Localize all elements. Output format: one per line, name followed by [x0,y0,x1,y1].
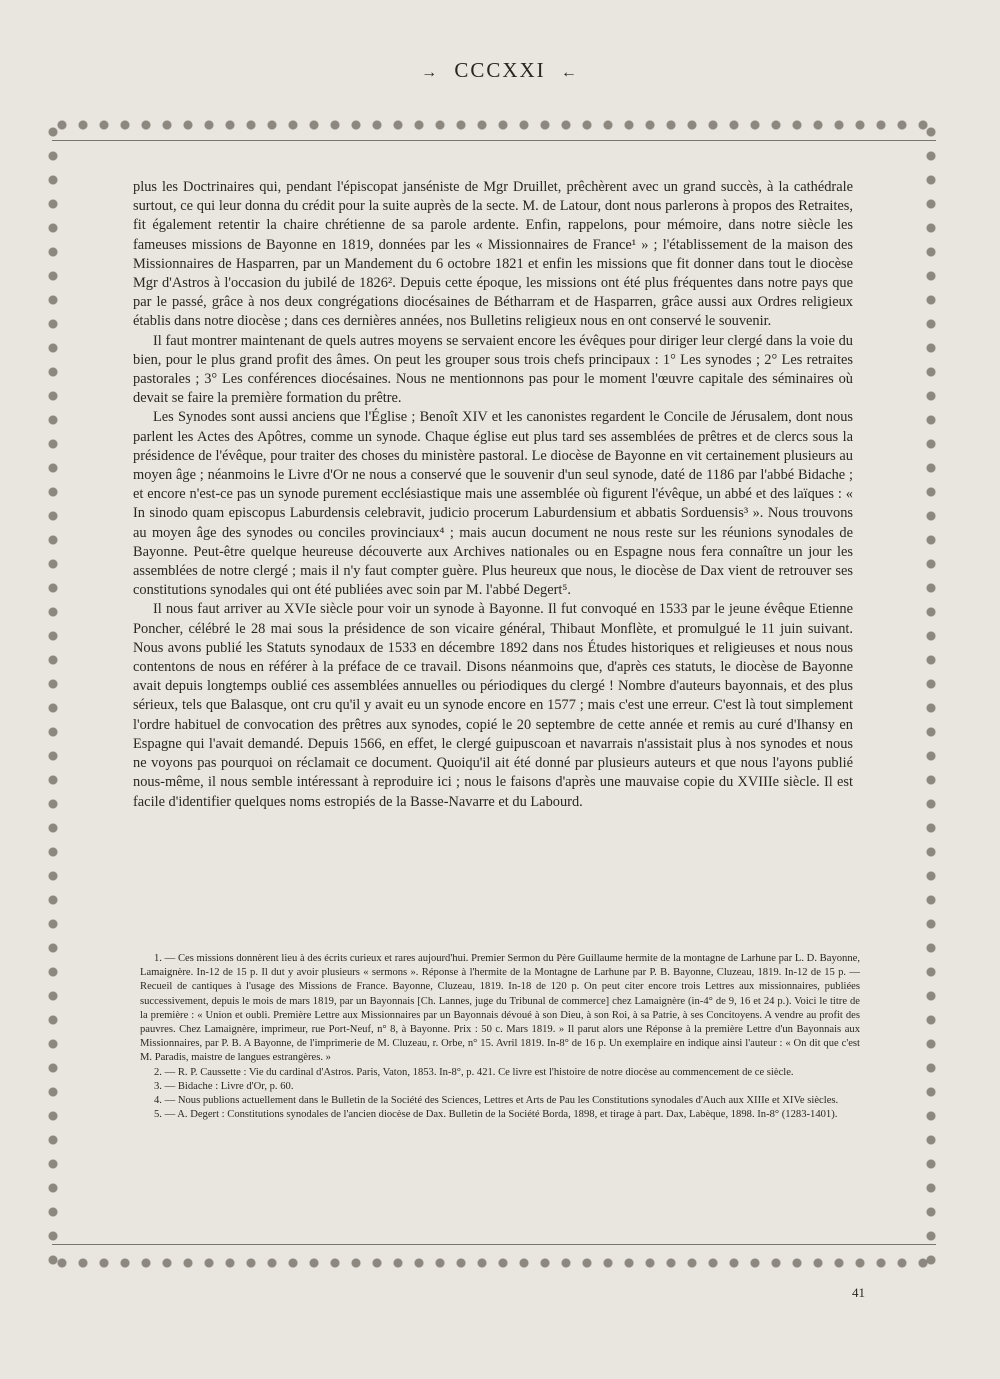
top-floral-border [52,112,936,138]
left-ornament: → [421,64,440,81]
footnotes [140,952,860,1122]
body-paragraph: Les Synodes sont aussi anciens que l'Église ; Benoît XIV et les canonistes regardent le Concile de Jérusalem, dont nous parlent les Actes des Apôtres, comme un synode. Chaque église eut plus tard ses assemblées de prêtres et de clercs sous la présidence de l'évêque, pour traiter des choses du ministère pastoral. Le diocèse de Bayonne en vit certainement plusieurs au moyen âge ; néanmoins le Livre d'Or ne nous a conservé que le souvenir d'un seul synode, daté de 1186 par l'abbé Bidache ; et encore n'est-ce pas un synode purement ecclésiastique mais une assemblée où figurent l'évêque, un abbé et des laïques : « In sinodo quam episcopus Laburdensis celebravit, judicio procerum Laburdensium et abbatis Sorduensis³ ». Nous trouvons au moyen âge des synodes ou conciles provinciaux⁴ ; mais aucun document ne nous reste sur les réunions synodales de Bayonne. Peut-être quelque heureuse découverte aux Archives nationales ou en Espagne nous fera connaître un jour les assemblées de notre clergé ; mais il n'y faut compter guère. Plus heureux que nous, le diocèse de Dax vient de retrouver ses constitutions synodales qui ont été publiées avec soin par M. l'abbé Degert⁵. [133,409,853,599]
footnote: 3. — Bidache : Livre d'Or, p. 60. [154,1080,294,1092]
left-floral-border [40,122,66,1272]
body-paragraph: Il faut montrer maintenant de quels autres moyens se servaient encore les évêques pour diriger leur clergé dans la voie du bien, pour le plus grand profit des âmes. On peut les grouper sous trois chefs principaux : 1° Les synodes ; 2° Les retraites pastorales ; 3° Les conférences diocésaines. Nous ne mentionnons pas pour le moment l'œuvre capitale des séminaires où devait se faire la première formation du prêtre. [133,332,853,407]
footnote: 5. — A. Degert : Constitutions synodales de l'ancien diocèse de Dax. Bulletin de la Société Borda, 1898, et tirage à part. Dax, Labèque, 1898. In-8° (1283-1401). [154,1109,838,1121]
footnote: 4. — Nous publions actuellement dans le Bulletin de la Société des Sciences, Lettres et Arts de Pau les Constitutions synodales d'Auch aux XIIIe et XIVe siècles. [154,1095,839,1107]
page-header [0,58,1000,83]
footnote: 2. — R. P. Caussette : Vie du cardinal d'Astros. Paris, Vaton, 1853. In-8°, p. 421. Ce livre est l'histoire de notre diocèse au commencement de ce siècle. [154,1066,794,1078]
bottom-border-rule [52,1244,936,1245]
right-floral-border [918,122,944,1272]
bottom-floral-border [52,1250,936,1276]
footnote: 1. — Ces missions donnèrent lieu à des écrits curieux et rares aujourd'hui. Premier Sermon du Père Guillaume hermite de la montagne de Larhune par L. D. Bayonne, Lamaignère. In-12 de 15 p. Il dut y avoir plusieurs « sermons ». Réponse à l'hermite de la Montagne de Larhune par P. B. Bayonne, Cluzeau, 1819. In-12 de 15 p. — Recueil de cantiques à l'usage des Missions de France. Bayonne, Cluzeau, 1819. In-18 de 120 p. On peut citer encore trois Lettres aux missionnaires, publiées successivement, depuis le mois de mars 1819, par un Bayonnais [Ch. Lannes, juge du Tribunal de commerce] chez Lamaignère (in-4° de 9, 16 et 24 p.). Voici le titre de la première : « Union et oubli. Première Lettre aux Missionnaires par un Bayonnais dévoué à son Dieu, à son Roi, à sa Patrie, à ses Concitoyens. A vendre au profit des pauvres. Chez Lamaignère, imprimeur, rue Port-Neuf, n° 8, à Bayonne. Prix : 50 c. Mars 1819. » Il parut alors une Réponse à la première Lettre d'un Bayonnais aux Missionnaires, par P. B. A Bayonne, de l'imprimerie de M. Cluzeau, r. Orbe, n° 15. Avril 1819. In-8° de 16 p. Un exemplaire en indique ainsi l'auteur : « On dit que c'est M. Paradis, maistre de langues estrangères. » [140,953,860,1064]
folio-number: 41 [852,1285,865,1300]
roman-page-number: CCCXXI [454,58,546,82]
body-paragraph: plus les Doctrinaires qui, pendant l'épiscopat janséniste de Mgr Druillet, prêchèrent avec un grand succès, à la cathédrale surtout, ce qui leur donna du crédit pour la suite auprès de la secte. M. de Latour, dont nous parlerons à propos des Retraites, fit également retentir la chaire chrétienne de sa parole ardente. Enfin, rappelons, pour mémoire, dans notre siècle les fameuses missions de Bayonne en 1819, données par les « Missionnaires de France¹ » ; l'établissement de la maison des Missionnaires de Hasparren, par un Mandement du 6 octobre 1821 et enfin les missions que fit donner dans tout le diocèse Mgr d'Astros à l'occasion du jubilé de 1826². Depuis cette époque, les missions ont été plus fréquentes dans notre pays que par le passé, grâce à nos deux congrégations diocésaines de Bétharram et de Hasparren, grâce aussi aux Ordres religieux établis dans notre diocèse ; dans ces dernières années, nos Bulletins religieux nous en ont conservé le souvenir. [133,179,853,330]
top-border-rule [52,140,936,141]
right-ornament: ← [560,64,579,81]
main-text [133,178,853,812]
body-paragraph: Il nous faut arriver au XVIe siècle pour voir un synode à Bayonne. Il fut convoqué en 1533 par le jeune évêque Etienne Poncher, célébré le 28 mai sous la présidence de son vicaire général, Thibaut Monflète, et promulgué le 11 juin suivant. Nous avons publié les Statuts synodaux de 1533 en décembre 1892 dans nos Études historiques et religieuses et nous nous contentons de nous en référer à la préface de ce travail. Disons néanmoins que, d'après ces statuts, le diocèse de Bayonne avait depuis longtemps oublié ces assemblées annuelles ou périodiques du clergé ! Nombre d'auteurs bayonnais, et des plus sérieux, tels que Balasque, ont cru qu'il y avait eu un synode encore en 1577 ; mais c'est une erreur. C'est là tout simplement l'ordre habituel de convocation des prêtres aux synodes, copié le 20 septembre de cette année et remis au curé d'Ihansy en Espagne qui l'avait demandé. Depuis 1566, en effet, le clergé guipuscoan et navarrais n'assistait plus à nos synodes et nous ne voyons pas pourquoi on réclamait ce document. Quoiqu'il ait été donné par plusieurs auteurs et que nous l'ayons publié nous-même, il nous semble intéressant à reproduire ici ; nous le faisons d'après une mauvaise copie du XVIIIe siècle. Il est facile d'identifier quelques noms estropiés de la Basse-Navarre et du Labourd. [133,601,853,810]
